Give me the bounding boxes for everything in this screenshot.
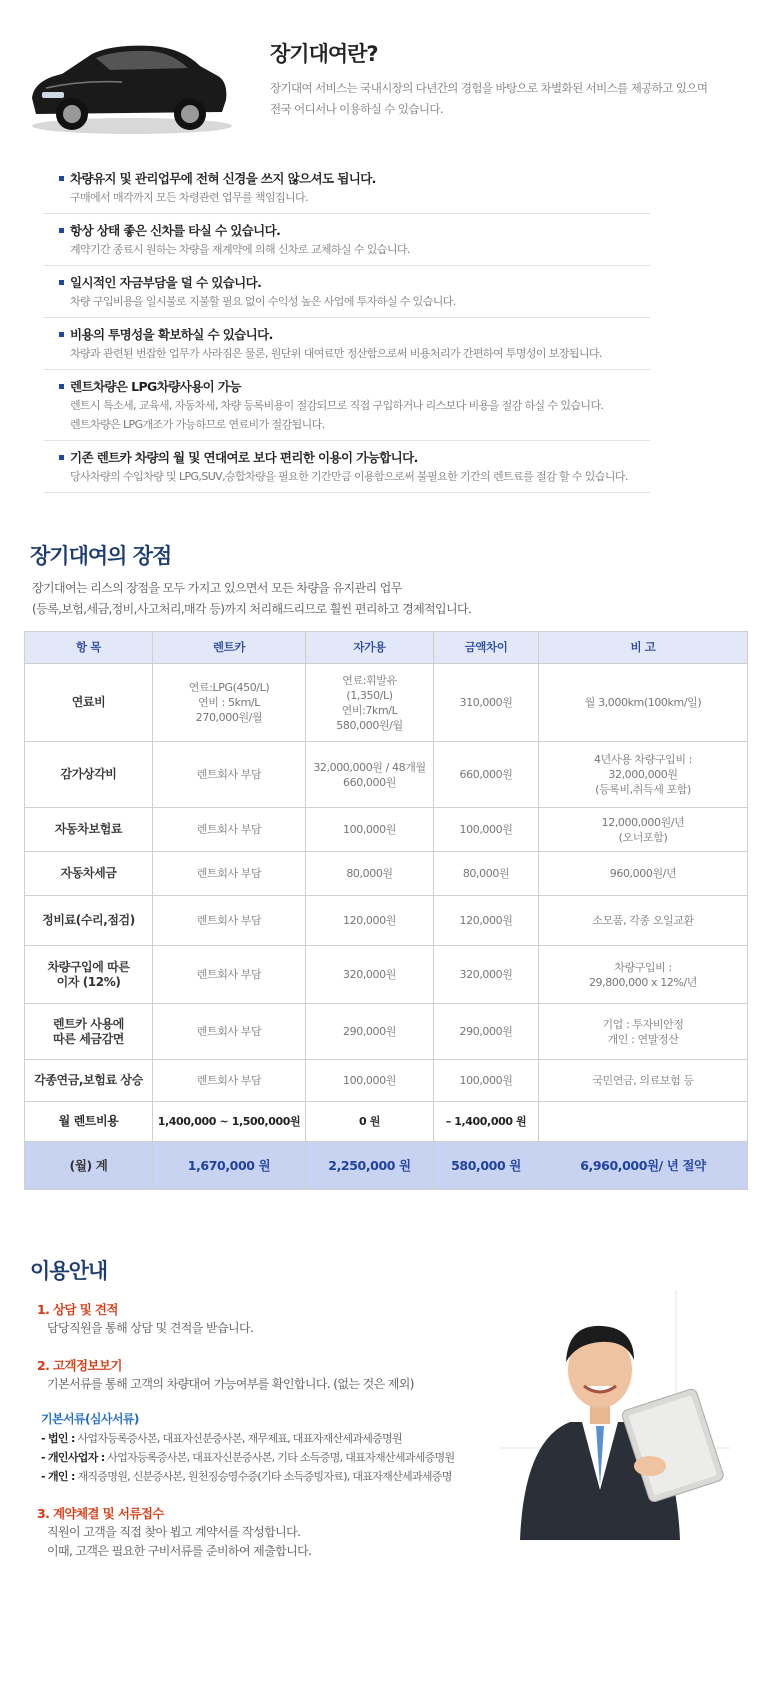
- document-item: [37, 1467, 497, 1486]
- cell-line: 렌트카 사용에: [53, 1016, 124, 1031]
- table-row: [25, 1060, 748, 1102]
- document-text: 사업자등록증사본, 대표자신분증사본, 기타 소득증명, 대표자재산세과세증명원: [104, 1451, 455, 1464]
- cell-line: 100,000원: [343, 1074, 396, 1087]
- cell-line: 연료:LPG(450/L): [188, 681, 270, 694]
- cell-line: 80,000원: [346, 867, 393, 880]
- intro-desc-line: 전국 어디서나 이용하실 수 있습니다.: [270, 102, 443, 116]
- benefit-description: 렌트차량은 LPG개조가 가능하므로 연료비가 절감됩니다.: [70, 418, 325, 431]
- benefit-item: [44, 266, 650, 318]
- cell-line: 100,000원: [343, 823, 396, 836]
- bullet-square-icon: [59, 332, 64, 337]
- benefit-item: [44, 441, 650, 493]
- cell-line: 기업 : 투자비안정: [602, 1017, 684, 1031]
- cell-line: 렌트회사 부담: [196, 768, 262, 781]
- cell-item: [25, 1060, 153, 1102]
- cell-note: [539, 896, 748, 946]
- cell-diff: [434, 946, 539, 1004]
- cell-line: 따른 세금감면: [53, 1031, 124, 1046]
- car-image: [22, 18, 232, 138]
- cell-line: 연료:휘발유: [342, 673, 397, 687]
- usage-steps: [37, 1300, 497, 1561]
- cell-rent: [153, 1060, 306, 1102]
- total-diff: 580,000 원: [434, 1142, 539, 1190]
- advantages-desc-line: (등록,보험,세금,정비,사고처리,매각 등)까지 처리해드리므로 훨씬 편리하고 경제적입니다.: [32, 602, 472, 616]
- cell-line: 렌트회사 부담: [196, 1025, 262, 1038]
- bullet-square-icon: [59, 280, 64, 285]
- cell-own: [306, 1060, 434, 1102]
- table-row: [25, 1102, 748, 1142]
- cell-item: [25, 1102, 153, 1142]
- document-label: - 법인 :: [41, 1432, 75, 1445]
- comparison-table: [24, 631, 748, 1190]
- cell-line: – 1,400,000 원: [445, 1115, 527, 1128]
- benefit-item: [44, 214, 650, 266]
- step-title: 3. 계약체결 및 서류접수: [37, 1506, 164, 1521]
- cell-line: 580,000원/월: [336, 718, 403, 732]
- cell-line: 32,000,000원 / 48개월: [313, 760, 426, 774]
- cell-own: [306, 1004, 434, 1060]
- cell-line: 렌트회사 부담: [196, 968, 262, 981]
- benefit-title: 비용의 투명성을 확보하실 수 있습니다.: [70, 327, 273, 342]
- benefit-description: 구매에서 매각까지 모든 차령관련 업무를 책임집니다.: [70, 191, 308, 204]
- cell-rent: [153, 664, 306, 742]
- advantages-title: 장기대여의 장점: [30, 544, 172, 568]
- cell-diff: [434, 1060, 539, 1102]
- document-text: 재직증명원, 신분증사본, 원천징승영수증(기타 소득증빙자료), 대표자재산세과세증명: [74, 1470, 452, 1483]
- cell-line: 렌트회사 부담: [196, 914, 262, 927]
- cell-rent: [153, 1004, 306, 1060]
- cell-line: 연비 : 5km/L: [198, 696, 260, 709]
- cell-line: 월 3,000km(100km/일): [584, 696, 702, 709]
- cell-diff: [434, 896, 539, 946]
- cell-line: 렌트회사 부담: [196, 823, 262, 836]
- cell-line: 이자 (12%): [56, 974, 121, 989]
- table-row: [25, 946, 748, 1004]
- step-description: 담당직원을 통해 상담 및 견적을 받습니다.: [47, 1321, 254, 1335]
- benefit-item: [44, 370, 650, 441]
- cell-line: 정비료(수리,점검): [42, 913, 135, 927]
- cell-diff: [434, 742, 539, 808]
- benefit-description: 차량과 관련된 번잡한 업무가 사라짐은 물론, 원단위 대여료만 정산함으로써 비용처리가 간편하여 투명성이 보장됩니다.: [70, 347, 602, 360]
- cell-own: [306, 664, 434, 742]
- total-note: 6,960,000원/ 년 절약: [539, 1142, 748, 1190]
- step-title: 2. 고객정보보기: [37, 1358, 122, 1373]
- cell-note: [539, 1004, 748, 1060]
- benefit-title: 항상 상태 좋은 신차를 타실 수 있습니다.: [70, 223, 281, 238]
- document-item: [37, 1429, 497, 1448]
- benefit-description: 계약기간 종료시 원하는 차량을 재계약에 의해 신차로 교체하실 수 있습니다.: [70, 243, 410, 256]
- cell-line: 차량구입에 따른: [47, 959, 130, 974]
- header-owncar: 자가용: [306, 632, 434, 664]
- header-rentcar: 렌트카: [153, 632, 306, 664]
- table-total-row: [25, 1142, 748, 1190]
- cell-line: 각종연금,보험료 상승: [34, 1073, 143, 1087]
- cell-rent: [153, 896, 306, 946]
- cell-line: 32,000,000원: [608, 768, 678, 781]
- benefit-description: 차량 구입비용을 일시불로 지불할 필요 없이 수익성 높은 사업에 투자하실 수 있습니다.: [70, 295, 456, 308]
- document-label: - 개인 :: [41, 1470, 75, 1483]
- document-label: - 개인사업자 :: [41, 1451, 105, 1464]
- cell-line: 100,000원: [459, 1074, 513, 1087]
- cell-line: 960,000원/년: [609, 867, 677, 880]
- benefit-title: 일시적인 자금부담을 덜 수 있습니다.: [70, 275, 262, 290]
- cell-rent: [153, 946, 306, 1004]
- table-header-row: [25, 632, 748, 664]
- cell-line: 120,000원: [459, 914, 513, 927]
- table-row: [25, 852, 748, 896]
- cell-note: [539, 1060, 748, 1102]
- document-text: 사업자등록증사본, 대표자신분증사본, 재무제표, 대표자재산세과세증명원: [74, 1432, 402, 1445]
- cell-line: 120,000원: [343, 914, 396, 927]
- total-own: 2,250,000 원: [306, 1142, 434, 1190]
- cell-note: [539, 808, 748, 852]
- cell-line: 4년사용 차량구입비 :: [594, 753, 692, 766]
- cell-line: 0 원: [359, 1115, 380, 1128]
- cell-item: [25, 896, 153, 946]
- advantages-description: [32, 578, 471, 620]
- cell-line: 소모품, 각종 오일교환: [592, 914, 694, 927]
- table-row: [25, 1004, 748, 1060]
- cell-item: [25, 946, 153, 1004]
- cell-note: [539, 852, 748, 896]
- cell-line: 개인 : 연말정산: [607, 1032, 679, 1046]
- cell-note: [539, 664, 748, 742]
- benefit-description: 당사차량의 수입차량 및 LPG,SUV,승합차량을 필요한 기간만큼 이용함으로써 불필요한 기간의 렌트료를 절감 할 수 있습니다.: [70, 470, 628, 483]
- cell-line: 월 렌트비용: [58, 1114, 119, 1128]
- cell-own: [306, 896, 434, 946]
- cell-line: 29,800,000 x 12%/년: [588, 975, 698, 989]
- benefit-description: 렌트시 특소세, 교육세, 자동차세, 차량 등록비용이 절감되므로 직접 구입하거나 리스보다 비용을 절감 하실 수 있습니다.: [70, 399, 604, 412]
- cell-line: 290,000원: [459, 1025, 513, 1038]
- cell-line: (오너포함): [618, 830, 668, 844]
- cell-item: [25, 808, 153, 852]
- cell-line: 국민연금, 의료보험 등: [592, 1074, 694, 1087]
- cell-line: 660,000원: [343, 775, 396, 789]
- table-row: [25, 808, 748, 852]
- cell-note: [539, 946, 748, 1004]
- step-description: 직원이 고객을 직접 찾아 뵙고 계약서를 작성합니다.: [47, 1525, 301, 1539]
- benefit-list: [44, 162, 650, 493]
- total-rent: 1,670,000 원: [153, 1142, 306, 1190]
- intro-description: [270, 78, 740, 120]
- cell-line: 270,000원/월: [195, 711, 263, 724]
- cell-line: 12,000,000원/년: [601, 815, 685, 829]
- table-row: [25, 664, 748, 742]
- cell-line: 1,400,000 ~ 1,500,000원: [157, 1115, 301, 1128]
- cell-diff: [434, 852, 539, 896]
- usage-title: 이용안내: [30, 1259, 108, 1283]
- header-item: 항 목: [25, 632, 153, 664]
- cell-line: 연비:7km/L: [341, 703, 398, 717]
- table-row: [25, 896, 748, 946]
- cell-own: [306, 946, 434, 1004]
- cell-line: 렌트회사 부담: [196, 867, 262, 880]
- cell-rent: [153, 1102, 306, 1142]
- cell-own: [306, 852, 434, 896]
- cell-item: [25, 742, 153, 808]
- cell-line: 자동차보험료: [54, 822, 123, 836]
- cell-diff: [434, 1102, 539, 1142]
- benefit-item: [44, 162, 650, 214]
- cell-diff: [434, 1004, 539, 1060]
- header-difference: 금액차이: [434, 632, 539, 664]
- cell-item: [25, 852, 153, 896]
- cell-line: 310,000원: [459, 696, 513, 709]
- cell-line: 감가상각비: [60, 767, 117, 781]
- step-description: 이때, 고객은 필요한 구비서류를 준비하여 제출합니다.: [47, 1544, 312, 1558]
- bullet-square-icon: [59, 384, 64, 389]
- bullet-square-icon: [59, 455, 64, 460]
- step-title: 1. 상담 및 견적: [37, 1302, 118, 1317]
- intro-title: 장기대여란?: [270, 42, 378, 66]
- cell-diff: [434, 808, 539, 852]
- cell-line: 차량구입비 :: [614, 960, 672, 974]
- table-row: [25, 742, 748, 808]
- cell-line: 320,000원: [343, 968, 396, 981]
- businessman-with-tablet-image: [500, 1290, 730, 1540]
- documents-list: [37, 1429, 497, 1486]
- document-item: [37, 1448, 497, 1467]
- benefit-item: [44, 318, 650, 370]
- cell-line: (1,350/L): [346, 688, 393, 702]
- benefit-title: 기존 렌트카 차량의 월 및 연대여로 보다 편리한 이용이 가능합니다.: [70, 450, 418, 465]
- cell-item: [25, 1004, 153, 1060]
- cell-note: [539, 742, 748, 808]
- header-note: 비 고: [539, 632, 748, 664]
- advantages-desc-line: 장기대여는 리스의 장점을 모두 가지고 있으면서 모든 차량을 유지관리 업무: [32, 581, 402, 595]
- cell-rent: [153, 808, 306, 852]
- cell-rent: [153, 742, 306, 808]
- cell-line: 자동차세금: [60, 866, 117, 880]
- cell-line: 연료비: [71, 695, 106, 709]
- cell-line: 80,000원: [462, 867, 510, 880]
- bullet-square-icon: [59, 228, 64, 233]
- cell-line: 100,000원: [459, 823, 513, 836]
- cell-own: [306, 808, 434, 852]
- documents-title: 기본서류(심사서류): [41, 1412, 139, 1426]
- cell-diff: [434, 664, 539, 742]
- intro-desc-line: 장기대여 서비스는 국내시장의 다년간의 경험을 바탕으로 차별화된 서비스를 제공하고 있으며: [270, 81, 708, 95]
- cell-rent: [153, 852, 306, 896]
- cell-line: 320,000원: [459, 968, 513, 981]
- cell-line: 660,000원: [459, 768, 513, 781]
- cell-item: [25, 664, 153, 742]
- step-description: 기본서류를 통해 고객의 차량대여 가능여부를 확인합니다. (없는 것은 제외): [47, 1377, 414, 1391]
- cell-own: [306, 742, 434, 808]
- benefit-title: 렌트차량은 LPG차량사용이 가능: [70, 379, 241, 394]
- cell-note: [539, 1102, 748, 1142]
- cell-line: 렌트회사 부담: [196, 1074, 262, 1087]
- cell-line: (등록비,취득세 포함): [595, 783, 691, 796]
- benefit-title: 차량유지 및 관리업무에 전혀 신경을 쓰지 않으셔도 됩니다.: [70, 171, 376, 186]
- bullet-square-icon: [59, 176, 64, 181]
- cell-own: [306, 1102, 434, 1142]
- total-item: (월) 계: [25, 1142, 153, 1190]
- cell-line: 290,000원: [343, 1025, 396, 1038]
